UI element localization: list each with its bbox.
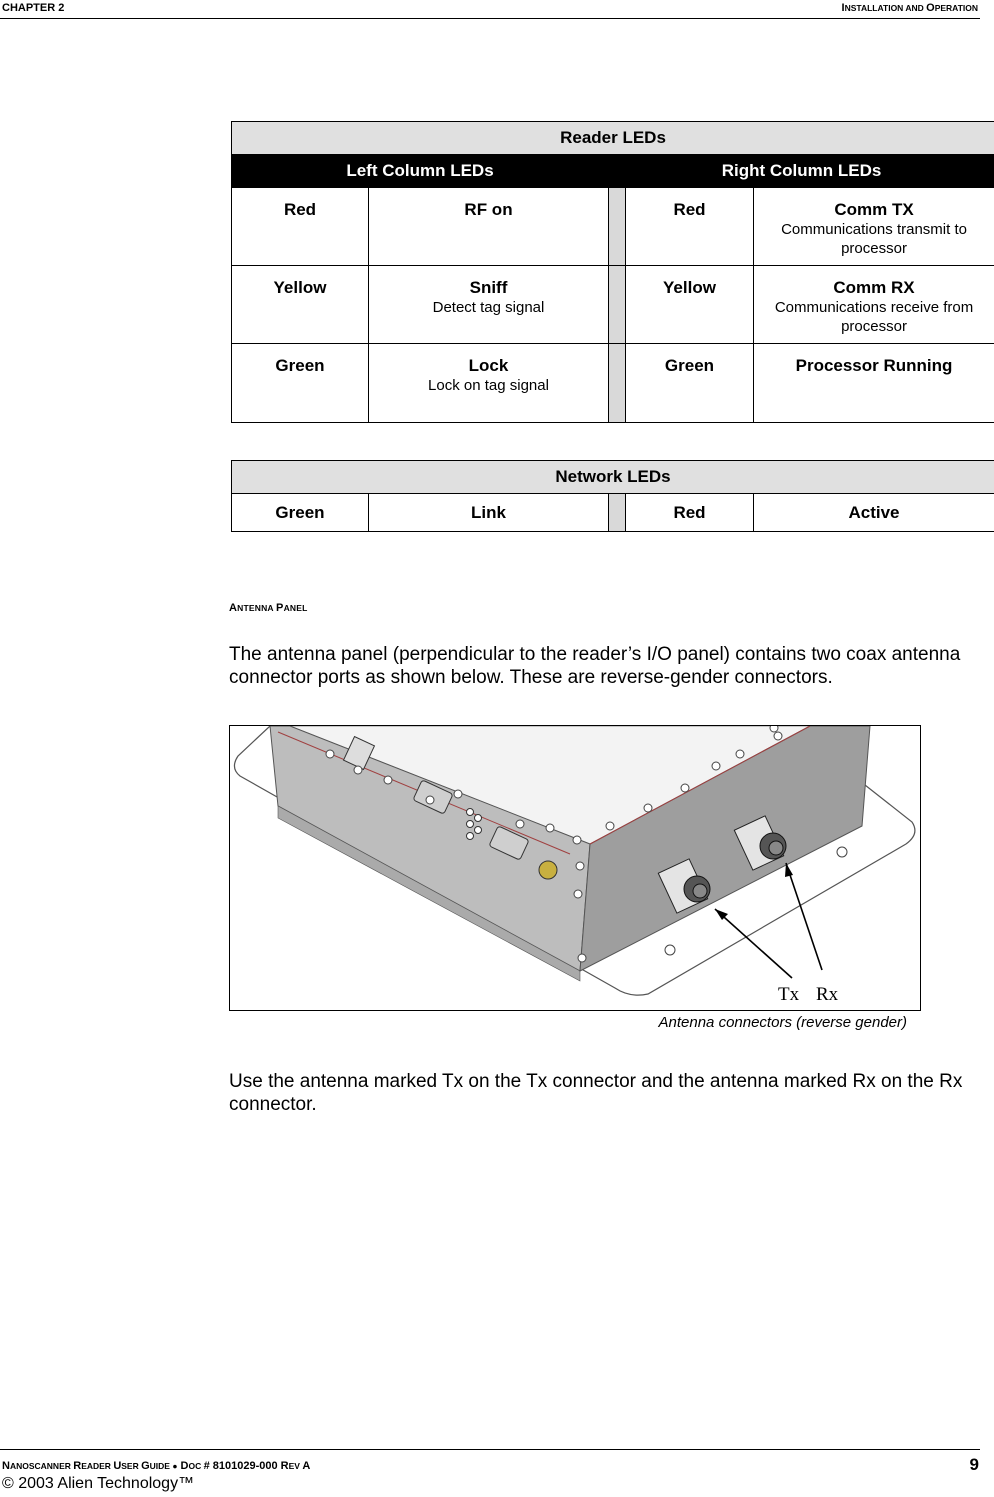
copyright: © 2003 Alien Technology™ xyxy=(2,1475,195,1492)
left-led-function: Link xyxy=(369,494,609,532)
left-led-function: RF on xyxy=(369,188,609,266)
rx-label: Rx xyxy=(816,984,839,1005)
table-row xyxy=(232,344,994,423)
page-number: 9 xyxy=(969,1455,979,1474)
figure-caption: Antenna connectors (reverse gender) xyxy=(658,1014,907,1031)
right-led-color: Green xyxy=(626,344,754,423)
tx-label: Tx xyxy=(778,984,800,1005)
section-title: INSTALLATION AND OPERATION xyxy=(841,2,978,14)
table-row xyxy=(232,188,994,266)
right-column-header: Right Column LEDs xyxy=(609,155,994,188)
led-description: Detect tag signal xyxy=(432,299,545,316)
right-led-color: Red xyxy=(626,494,754,532)
intro-paragraph: The antenna panel (perpendicular to the reader’s I/O panel) contains two coax antenna connector ports as shown below. These are reverse-gender connectors. xyxy=(229,644,961,688)
column-divider xyxy=(609,188,626,266)
led-description: Lock on tag signal xyxy=(428,377,549,394)
right-led-color: Yellow xyxy=(626,266,754,344)
left-led-color: Green xyxy=(232,494,369,532)
right-led-function: Active xyxy=(754,494,994,532)
column-divider xyxy=(609,266,626,344)
document-title: NANOSCANNER READER USER GUIDE ● DOC # 8101029-000 REV A xyxy=(2,1460,311,1472)
left-led-color: Yellow xyxy=(232,266,369,344)
right-led-color: Red xyxy=(626,188,754,266)
left-led-color: Red xyxy=(232,188,369,266)
led-description: Communications receive from processor xyxy=(774,299,974,335)
right-led-function: Processor Running xyxy=(754,344,994,423)
left-column-header: Left Column LEDs xyxy=(232,155,609,188)
left-led-function: Sniff Detect tag signal xyxy=(369,266,609,344)
reader-illustration xyxy=(230,726,920,1010)
reader-leds-table xyxy=(231,121,994,423)
section-heading: ANTENNA PANEL xyxy=(229,602,308,614)
table-row xyxy=(232,494,994,532)
rf-connector xyxy=(539,861,557,879)
chapter-label: CHAPTER 2 xyxy=(2,2,65,14)
led-description: Communications transmit to processor xyxy=(781,221,967,257)
right-led-function: Comm RX Communications receive from processor xyxy=(754,266,994,344)
right-led-function: Comm TX Communications transmit to processor xyxy=(754,188,994,266)
usage-paragraph: Use the antenna marked Tx on the Tx connector and the antenna marked Rx on the Rx connector. xyxy=(229,1071,963,1115)
left-led-color: Green xyxy=(232,344,369,423)
reader-leds-title: Reader LEDs xyxy=(232,122,994,155)
table-row xyxy=(232,266,994,344)
column-divider xyxy=(609,494,626,532)
running-header xyxy=(0,0,980,19)
left-led-function: Lock Lock on tag signal xyxy=(369,344,609,423)
antenna-figure xyxy=(229,725,921,1011)
network-leds-title: Network LEDs xyxy=(232,461,994,494)
footer-divider xyxy=(0,1449,980,1450)
column-divider xyxy=(609,344,626,423)
network-leds-table xyxy=(231,460,994,532)
